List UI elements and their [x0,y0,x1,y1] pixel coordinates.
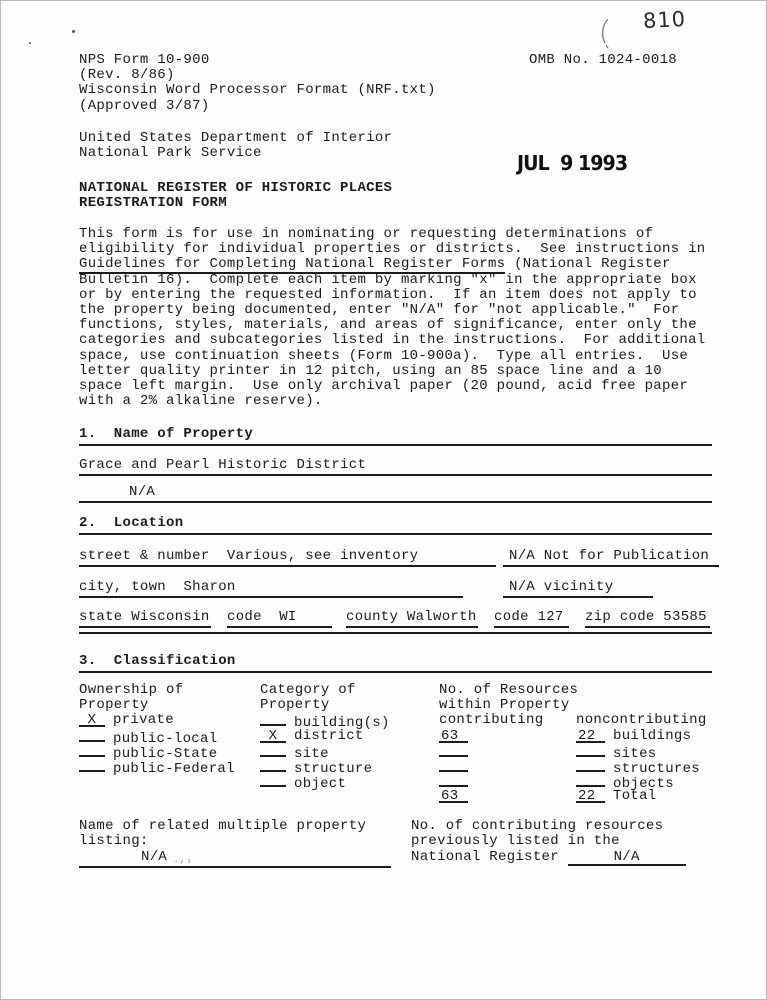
date-received-stamp: JUL 9 1993 [517,151,628,175]
historic-name-field: Grace and Pearl Historic District [79,457,712,476]
checkbox-mark [79,729,105,742]
count-field [576,774,605,787]
historic-name-row [79,457,712,476]
instructions-line: Bulletin 16). Complete each item by marking "x" in the appropriate box [79,271,697,288]
form-revision: (Rev. 8/86) [79,67,175,84]
count-field [439,759,468,772]
scan-speck [29,42,31,44]
count-field [576,759,605,772]
previously-listed-label: No. of contributing resources [411,818,664,834]
instructions-line: functions, styles, materials, and areas of significance, enter only the [79,317,697,334]
contributing-header: contributing [439,712,544,729]
option-label: public-State [113,745,218,762]
instructions-line: letter quality printer in 12 pitch, using an 85 space line and a 10 [79,362,662,379]
checkbox-mark [260,713,286,726]
count-field: 22 [576,790,605,803]
instructions-line [79,257,706,272]
contributing-objects-count [439,774,576,789]
category-column [260,682,439,793]
county-code-field: code 127 [494,609,569,628]
category-title: Property [260,697,330,714]
county-field: county Walworth [346,609,478,628]
not-for-publication-field: N/A Not for Publication [503,548,719,567]
form-title-line: NATIONAL REGISTER OF HISTORIC PLACES [79,180,393,196]
option-label: structure [294,760,373,777]
street-number-field: street & number Various, see inventory [79,548,496,567]
omb-number: OMB No. 1024-0018 [529,52,677,68]
previously-listed-row [411,849,721,868]
section-divider-rule [79,615,712,634]
instructions-line: categories and subcategories listed in the instructions. For additional [79,332,706,349]
instructions-line: with a 2% alkaline reserve). [79,393,323,410]
contributing-total-count [439,789,576,804]
resources-noncontributing-column [576,683,726,805]
form-number: NPS Form 10-900 [79,52,210,68]
instructions-line-rest: (National Register [505,256,671,273]
zip-code-field: zip code 53585 [585,609,710,628]
option-label: public-local [113,730,218,747]
instructions-line: This form is for use in nominating or requesting determinations of [79,226,654,242]
option-label: object [294,776,347,793]
count-field: 63 [439,790,468,803]
resource-label: objects [613,776,674,793]
form-title [79,181,392,211]
guidelines-underlined-phrase: Guidelines for Completing National Register Forms [79,256,506,273]
category-option-site [260,744,439,762]
noncontributing-total-row [576,789,726,804]
gap [496,548,503,567]
count-field: 63 [439,730,468,743]
section1-heading: 1. Name of Property [79,427,712,446]
category-option-district [260,729,439,744]
section3-heading: 3. Classification [79,654,712,673]
option-label: public-Federal [113,760,235,777]
related-listing-value: N/A [141,849,168,866]
related-listing-field [79,849,391,868]
street-number-row [79,548,719,567]
noncontributing-objects-row [576,774,726,793]
other-name-field: N/A [79,484,712,503]
instructions-line: eligibility for individual properties or districts. See instructions in [79,241,706,258]
resources-title: No. of Resources [439,682,579,698]
count-field [439,744,468,757]
form-header [79,53,436,114]
noncontributing-header: noncontributing [576,712,707,729]
previously-listed-block [411,819,721,868]
pencil-smudge: .,₁ [167,855,193,866]
category-option-buildings [260,713,439,732]
related-listing-label: listing: [79,833,149,850]
section2-heading: 2. Location [79,516,712,535]
instructions-line: space left margin. Use only archival paper (20 pound, acid free paper [79,377,689,394]
agency-line: National Park Service [79,145,262,162]
instructions-line: or by entering the requested information. If an item does not apply to [79,286,697,303]
checkbox-mark [260,774,286,787]
option-label: site [294,745,329,762]
agency-line: United States Department of Interior [79,130,393,146]
pen-mark [597,17,613,49]
option-label: building(s) [294,715,390,732]
blank-line [576,683,726,698]
previously-listed-field: N/A [568,849,686,866]
checkbox-mark [260,759,286,772]
ownership-option-private [79,713,260,728]
form-title-line: REGISTRATION FORM [79,195,227,212]
handwritten-page-number: 810 [642,6,687,34]
noncontributing-structures-row [576,759,726,777]
contributing-buildings-count [439,729,576,744]
resources-contributing-column [439,682,579,805]
instructions-line: space, use continuation sheets (Form 10-900a). Type all entries. Use [79,347,689,364]
state-field: state Wisconsin [79,609,211,628]
instructions-paragraph [79,227,706,409]
resource-label: sites [613,745,657,762]
other-name-row [79,484,712,503]
noncontributing-buildings-row [576,729,726,744]
form-approval-note: (Approved 3/87) [79,97,210,114]
ownership-title: Ownership of [79,682,184,698]
checkbox-mark: X [260,730,286,743]
contributing-structures-count [439,759,576,774]
count-field [576,744,605,757]
national-register-label: National Register [411,849,568,866]
contributing-sites-count [439,744,576,759]
related-listing-block [79,819,411,868]
checkbox-mark: X [79,714,105,727]
form-format-note: Wisconsin Word Processor Format (NRF.txt) [79,82,436,99]
checkbox-mark [79,759,105,772]
city-town-row [79,579,653,598]
instructions-line: the property being documented, enter "N/A" for "not applicable." For [79,301,680,318]
count-field [439,774,468,787]
city-town-field: city, town Sharon [79,579,463,598]
noncontributing-sites-row [576,744,726,762]
resource-label: structures [613,760,701,777]
state-code-field: code WI [227,609,332,628]
option-label: private [113,712,174,729]
related-listing-label: Name of related multiple property [79,818,367,834]
category-title: Category of [260,682,356,698]
ownership-option-public-federal [79,759,260,777]
checkbox-mark [79,744,105,757]
blank-line [576,698,726,713]
resource-label: Total [613,788,657,805]
checkbox-mark [260,744,286,757]
resources-title: within Property [439,697,570,714]
ownership-column [79,682,260,777]
ownership-title: Property [79,697,149,714]
option-label: district [294,727,364,744]
ownership-option-public-local [79,729,260,747]
gap [463,579,503,598]
category-option-structure [260,759,439,777]
count-field: 22 [576,730,605,743]
resource-label: buildings [613,727,692,744]
previously-listed-label: previously listed in the [411,833,620,850]
vicinity-field: N/A vicinity [503,579,653,598]
ownership-option-public-state [79,744,260,762]
scan-speck [72,30,75,33]
agency-block [79,131,392,161]
